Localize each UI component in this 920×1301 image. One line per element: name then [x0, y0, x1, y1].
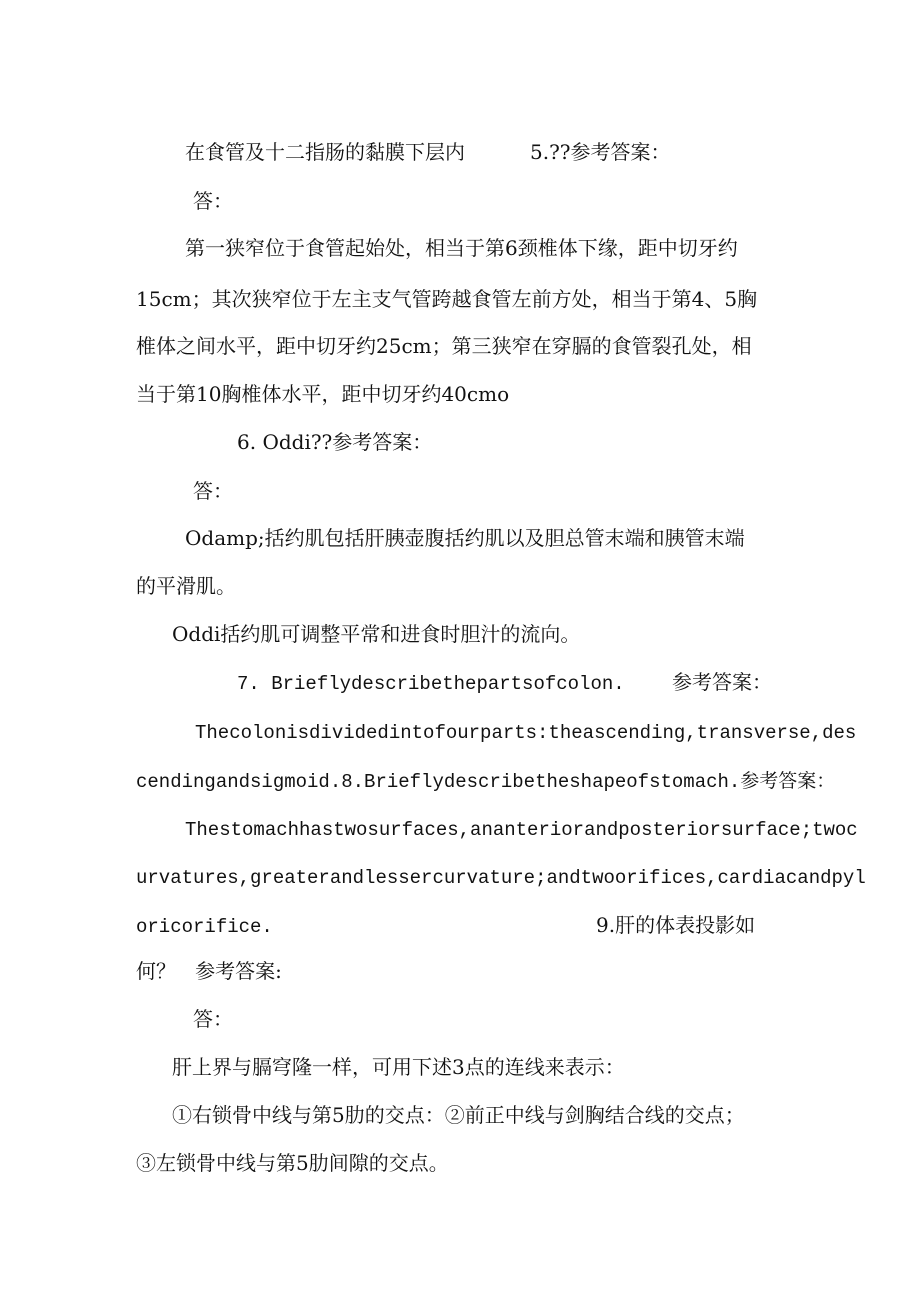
line-15: Thestomachhastwosurfaces,ananteriorandposteriorsurface;twoc	[185, 819, 858, 841]
line-18: 何？ 参考答案:	[136, 959, 282, 983]
line-8: 答：	[193, 479, 233, 503]
line-7: 6. Oddi??参考答案：	[237, 430, 433, 454]
line-2: 答：	[193, 189, 233, 213]
line-6: 当于第10胸椎体水平，距中切牙约40cmo	[136, 382, 510, 406]
line-1b: 5.??参考答案：	[530, 140, 671, 164]
line-20: 肝上界与膈穹隆一样，可用下述3点的连线来表示：	[172, 1055, 625, 1079]
line-19: 答：	[193, 1007, 233, 1031]
line-17a: oricorifice.	[136, 916, 273, 938]
line-9: Odamp;括约肌包括肝胰壶腹括约肌以及胆总管末端和胰管末端	[185, 526, 745, 550]
line-16: urvatures,greaterandlessercurvature;andtwoorifices,cardiacandpyl	[136, 867, 866, 889]
line-22: ③左锁骨中线与第5肋间隙的交点。	[136, 1151, 449, 1175]
line-21: ①右锁骨中线与第5肋的交点：②前正中线与剑胸结合线的交点；	[172, 1103, 745, 1127]
line-3: 第一狭窄位于食管起始处，相当于第6颈椎体下缘，距中切牙约	[185, 236, 738, 260]
line-12b: 参考答案：	[672, 670, 772, 694]
line-4: 15cm；其次狭窄位于左主支气管跨越食管左前方处，相当于第4、5胸	[136, 287, 758, 311]
line-12a: 7. Brieflydescribethepartsofcolon.	[237, 673, 625, 695]
line-10: 的平滑肌。	[136, 574, 236, 598]
line-11: Oddi括约肌可调整平常和进食时胆汁的流向。	[172, 622, 581, 646]
line-17b: 9.肝的体表投影如	[596, 913, 756, 937]
line-1a: 在食管及十二指肠的黏膜下层内	[185, 140, 465, 164]
line-13: Thecolonisdividedintofourparts:theascending,transverse,des	[195, 722, 857, 744]
line-5: 椎体之间水平，距中切牙约25cm；第三狭窄在穿膈的食管裂孔处，相	[136, 334, 752, 358]
line-14: cendingandsigmoid.8.Brieflydescribetheshapeofstomach.参考答案：	[136, 771, 836, 793]
